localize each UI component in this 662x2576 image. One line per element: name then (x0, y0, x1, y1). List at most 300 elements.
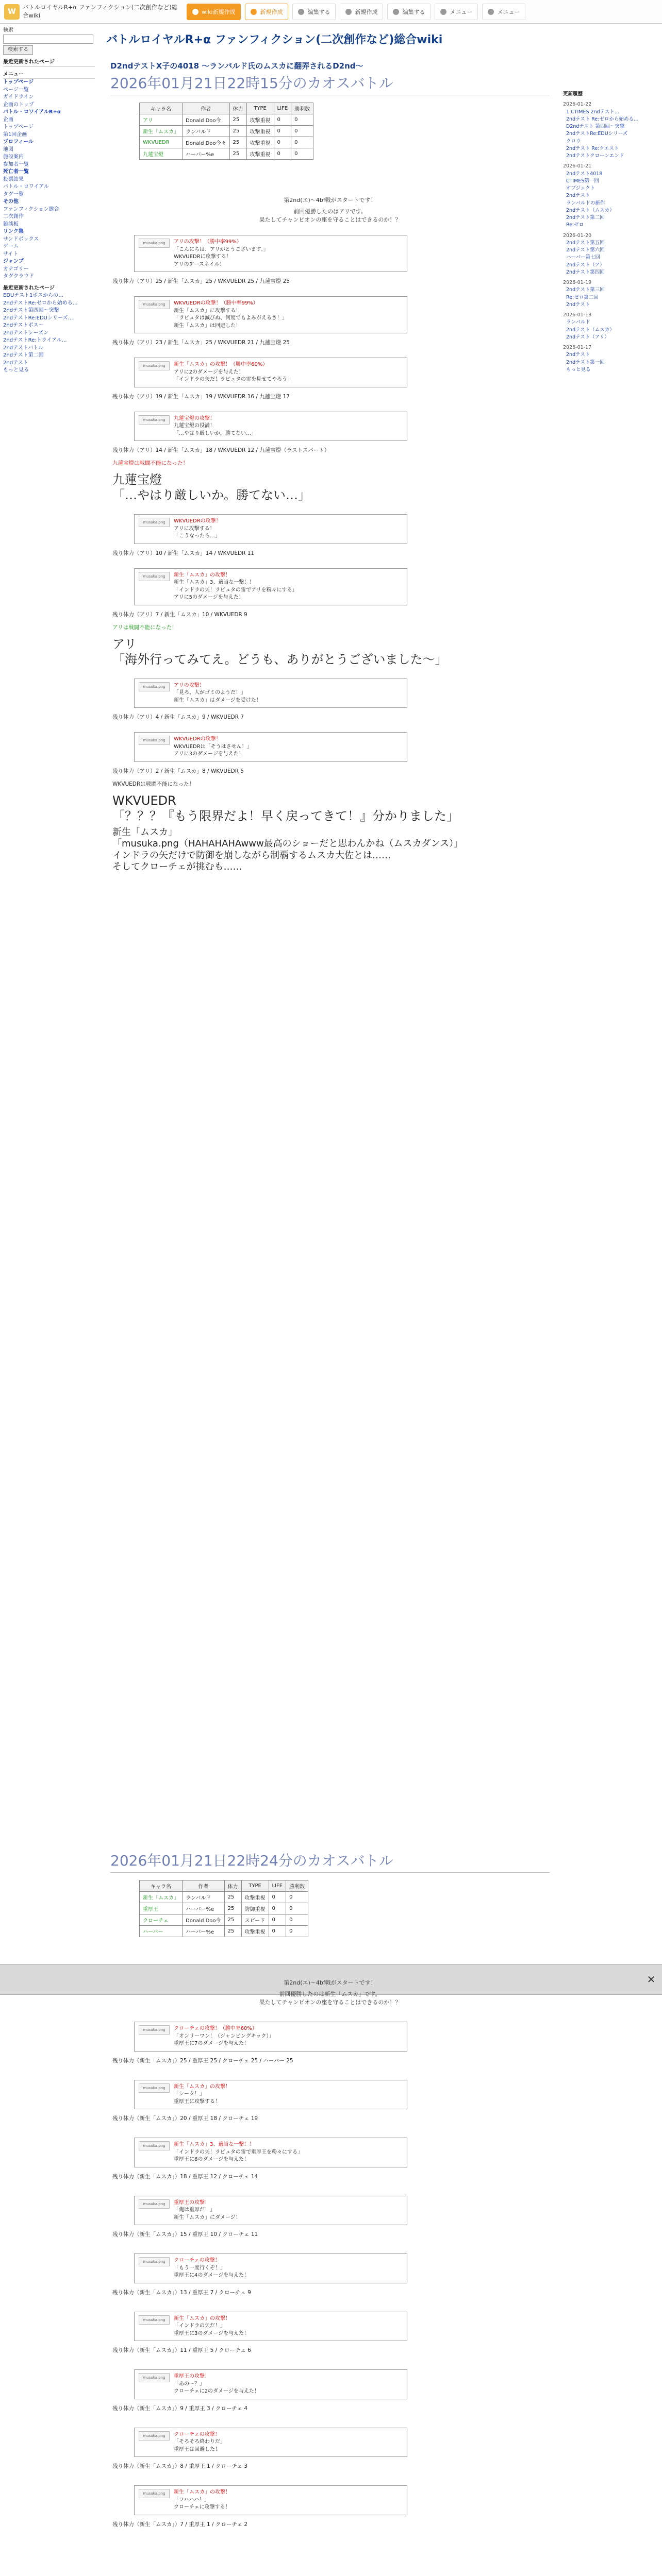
search-label: 検索 (3, 27, 13, 33)
history-link[interactable]: 2ndテスト (566, 352, 590, 358)
sidebar-link[interactable]: 投票結果 (3, 176, 24, 182)
turn-line: 「俺は重厚だ！」 (174, 2207, 215, 2213)
table-cell: 攻撃重視 (246, 114, 274, 126)
remaining-hp-line: 残り体力（新生「ムスカ」）11 / 重厚王 5 / クローチェ 6 (112, 2347, 251, 2353)
turn-line: 重厚王に攻撃する！ (174, 2098, 220, 2105)
table-cell: 0 (269, 1914, 286, 1926)
turn-line: 「…やはり厳しいか。勝てない…」 (174, 430, 256, 436)
turn-lines (174, 682, 261, 705)
table-cell[interactable]: WKVUEDR (140, 137, 183, 148)
turn-lines (174, 2315, 249, 2338)
history-link[interactable]: ハーバー第七回 (566, 255, 601, 261)
section-heading-2: 2026年01月21日22時24分のカオスバトル (110, 1850, 550, 1873)
turn-lines (174, 518, 221, 540)
remaining-hp-line: 残り体力（新生「ムスカ」）8 / 重厚王 1 / クローチェ 3 (112, 2463, 248, 2469)
menu-links (3, 79, 95, 281)
remaining-hp-line: 残り体力（アリ）14 / 新生「ムスカ」18 / WKVUEDR 12 / 九蓮宝燈（ラストスパート） (112, 447, 330, 453)
sidebar-link[interactable]: サイト (3, 251, 19, 257)
turn-line: WKVUEDRの攻撃！（勝中率99%） (174, 300, 258, 306)
history-link[interactable]: 2ndテスト第三回 (566, 287, 605, 293)
menu-button[interactable]: メニュー (435, 4, 478, 20)
recent-link[interactable]: 2ndテストボス〜 (3, 323, 44, 328)
character-avatar-icon: musuka.png (139, 2315, 170, 2325)
turn-box (134, 2022, 407, 2052)
sidebar-link[interactable]: リンク集 (3, 229, 24, 234)
turn-line: 新生「ムスカ」の攻撃！ (174, 2315, 230, 2321)
table-row (140, 1903, 308, 1914)
turn-box (134, 568, 407, 605)
turn-lines (174, 572, 297, 602)
section-heading-1: 2026年01月21日22時15分のカオスバトル (110, 72, 550, 95)
character-avatar-icon: musuka.png (139, 736, 170, 745)
remaining-hp-line: 残り体力（アリ）10 / 新生「ムスカ」14 / WKVUEDR 11 (112, 550, 255, 556)
history-link[interactable]: 2ndテスト Re:クエスト (566, 145, 619, 151)
history-link[interactable]: Re:ゼロ第二回 (566, 294, 599, 300)
remaining-hp-line: 残り体力（新生「ムスカ」）15 / 重厚王 10 / クローチェ 11 (112, 2231, 258, 2238)
turn-line: WKVUEDRは「そうはさせん！」 (174, 743, 252, 750)
turn-box (134, 412, 407, 442)
battle-intro-2: 前回優勝したのはアリです。 果たしてチャンピオンの座を守ることはできるのか！？ (259, 208, 401, 223)
more-link[interactable]: もっと見る (3, 367, 29, 373)
character-avatar-icon: musuka.png (139, 2083, 170, 2093)
edit-button-2[interactable]: 編集する (387, 4, 431, 20)
character-avatar-icon: musuka.png (139, 682, 170, 691)
turn-lines (174, 300, 287, 330)
table-cell: Donald Doo今々 (183, 137, 230, 148)
turn-box (134, 2369, 407, 2399)
table-cell: 攻撃重視 (241, 1892, 269, 1903)
turn-row (139, 2315, 403, 2338)
turn-row (139, 682, 403, 705)
table-cell: 25 (224, 1926, 241, 1937)
sidebar-link[interactable]: 企画 (3, 116, 13, 123)
table-cell: Donald Doo今 (183, 114, 230, 126)
turn-box (134, 2196, 407, 2226)
table-header: 作者 (183, 1880, 225, 1892)
new-page-button[interactable]: 新規作成 (245, 4, 288, 20)
turn-row (139, 2199, 403, 2222)
battle-intro-b2: 第2nd(エ)〜4bf戦がスタートです！ (284, 1979, 376, 1986)
turn-row (139, 2083, 403, 2106)
turn-row (139, 518, 403, 540)
table-row (140, 114, 313, 126)
table-cell: 25 (229, 137, 246, 148)
sidebar-link[interactable]: ジャンプ (3, 259, 24, 264)
turn-line: 新生「ムスカ」の攻撃！（勝中率60%） (174, 362, 268, 367)
top-bar (0, 0, 662, 24)
turn-lines (174, 2431, 225, 2454)
history-date: 2026-01-19 (563, 280, 592, 285)
character-avatar-icon: musuka.png (139, 2489, 170, 2498)
table-cell: Donald Doo今 (183, 1914, 225, 1926)
sidebar-link[interactable]: タグ一覧 (3, 191, 24, 197)
history-link[interactable]: 2ndテスト第六回 (566, 247, 605, 253)
table-cell: 0 (291, 126, 313, 137)
table-header: キャラ名 (140, 1880, 183, 1892)
turn-line: アリに3のダメージを与えた！ (174, 751, 244, 757)
table-cell[interactable]: アリ (140, 114, 183, 126)
turn-line: 新生「ムスカ」の攻撃！ (174, 2489, 230, 2495)
table-cell: ハーバー%e (183, 1926, 225, 1937)
table-header: 体力 (229, 103, 246, 114)
turn-line: アリのアースネイル！ (174, 261, 225, 267)
remaining-hp-line: 残り体力（新生「ムスカ」）9 / 重厚王 3 / クローチェ 4 (112, 2405, 248, 2412)
sidebar-link[interactable]: バトル・ロワイアル (3, 184, 49, 190)
remaining-hp-line: 残り体力（新生「ムスカ」）20 / 重厚王 18 / クローチェ 19 (112, 2115, 258, 2122)
recent-link[interactable]: EDUテスト1ボスからの… (3, 293, 64, 298)
table-cell: 0 (291, 137, 313, 148)
new-page-button-2[interactable]: 新規作成 (340, 4, 383, 20)
turn-row (139, 2257, 403, 2280)
sidebar-link[interactable]: 施設案内 (3, 154, 24, 160)
turn-line: 「こんにちは、アリがとうございます。」 (174, 246, 269, 252)
turn-lines (174, 415, 256, 438)
table-cell: ランバルド (183, 126, 230, 137)
sidebar-link[interactable]: ガイドライン (3, 94, 34, 100)
remaining-hp-line: 残り体力（新生「ムスカ」）13 / 重厚王 7 / クローチェ 9 (112, 2289, 251, 2296)
turn-line: 「インドラの矢だ！」 (174, 2323, 225, 2329)
table-row (140, 1926, 308, 1937)
turn-lines (174, 2373, 259, 2396)
table-cell[interactable]: ハーバー (140, 1926, 183, 1937)
history-link[interactable]: 1 CTIMES 2ndテスト… (566, 109, 620, 115)
remaining-hp-line: 残り体力（アリ）23 / 新生「ムスカ」25 / WKVUEDR 21 / 九蓮宝燈 25 (112, 340, 290, 346)
sidebar-link[interactable]: タグクラウド (3, 274, 34, 279)
history-link[interactable]: 2ndテスト（ムスカ） (566, 207, 615, 213)
history-date: 2026-01-21 (563, 163, 592, 170)
knockout-note: 九蓮宝燈は戦闘不能になった！ (112, 460, 188, 466)
menu-heading: メニュー (3, 71, 95, 79)
knockout-note: アリは戦闘不能になった！ (112, 624, 177, 631)
turn-lines (174, 239, 269, 268)
recent-link[interactable]: 2ndテスト第二回 (3, 352, 44, 358)
recent-link[interactable]: 2ndテストRe:EDUシリーズ… (3, 315, 73, 321)
table-cell: 0 (286, 1914, 308, 1926)
table-cell: 0 (269, 1892, 286, 1903)
turn-line: アリの攻撃！（勝中率99%） (174, 239, 242, 245)
site-name[interactable]: バトルロイヤルR+α ファンフィクション(二次創作など)総合wiki (23, 3, 178, 19)
character-avatar-icon: musuka.png (139, 2199, 170, 2209)
table-row (140, 1914, 308, 1926)
turn-lines (174, 2083, 230, 2106)
turn-line: 新生「ムスカ」の攻撃！ (174, 572, 230, 578)
character-avatar-icon: musuka.png (139, 572, 170, 581)
table-row (140, 148, 313, 160)
battle-log-2 (103, 2022, 557, 2528)
turn-row (139, 415, 403, 438)
left-sidebar (0, 24, 98, 378)
turn-row (139, 239, 403, 268)
history-link[interactable]: 2ndテストクローンエンド (566, 153, 624, 159)
recent-link[interactable]: 2ndテスト第四回〜突撃 (3, 308, 59, 313)
turn-line: 新生「ムスカ」に攻撃する！ (174, 308, 241, 314)
turn-lines (174, 2025, 274, 2048)
turn-box (134, 2080, 407, 2110)
history-date: 2026-01-22 (563, 101, 592, 108)
sidebar-link[interactable]: 死亡者一覧 (3, 169, 29, 175)
turn-line: 「こうなったら…」 (174, 533, 220, 539)
turn-row (139, 736, 403, 758)
page-icon (345, 9, 352, 15)
remaining-hp-line: 残り体力（アリ）2 / 新生「ムスカ」8 / WKVUEDR 5 (112, 768, 244, 774)
table-cell: 25 (224, 1914, 241, 1926)
turn-line: 九蓮宝燈の攻撃！ (174, 415, 215, 421)
history-link[interactable]: CTIMES第一回 (566, 178, 599, 184)
sidebar-link[interactable]: カテゴリー (3, 266, 29, 272)
table-cell: 0 (269, 1903, 286, 1914)
turn-line: 重厚王は回避した！ (174, 2446, 220, 2452)
history-link[interactable]: ランバルドの新作 (566, 200, 605, 206)
table-cell: 攻撃重視 (246, 148, 274, 160)
table-cell: スピード (241, 1914, 269, 1926)
sidebar-link[interactable]: トップページ (3, 79, 34, 85)
history-heading: 更新履歴 (563, 91, 583, 97)
history-link[interactable]: 2ndテスト（アリ） (566, 334, 609, 340)
turn-line: WKVUEDRの攻撃！ (174, 736, 221, 742)
sidebar-link[interactable]: プロフィール (3, 139, 34, 145)
quote-big: WKVUEDR 「？？？『もう限界だよ！早く戻ってきて！』分かりました」 (112, 793, 459, 823)
sidebar-link[interactable]: バトル・ロワイアルR+α (3, 109, 61, 115)
table-cell: 25 (229, 148, 246, 160)
wiki-create-button[interactable]: wiki新規作成 (187, 4, 241, 20)
more-history-link[interactable]: もっと見る (566, 366, 591, 372)
table-header-row (140, 1880, 308, 1892)
history-link[interactable]: 2ndテスト第四回 (566, 269, 605, 275)
history-date: 2026-01-17 (563, 345, 592, 350)
site-logo-icon[interactable]: W (4, 4, 20, 20)
history-groups (563, 101, 659, 366)
table-header: 体力 (224, 1880, 241, 1892)
character-avatar-icon: musuka.png (139, 239, 170, 248)
history-link[interactable]: 2ndテスト（ムスカ） (566, 327, 615, 333)
battle-log-1 (103, 235, 557, 873)
turn-box (134, 2253, 407, 2283)
plus-icon (192, 9, 198, 15)
search-input[interactable] (3, 35, 93, 44)
history-link[interactable]: 2ndテスト4018 (566, 171, 603, 177)
turn-line: 「オンリーワン！（ジャンピングキック）」 (174, 2033, 274, 2039)
turn-line: アリに攻撃する！ (174, 526, 215, 532)
recent-link[interactable]: 2ndテストバトル (3, 345, 44, 351)
turn-line: 重厚王に3のダメージを与えた！ (174, 2330, 250, 2336)
sidebar-link[interactable]: 第1回企画 (3, 131, 27, 138)
quote-big: 九蓮宝燈 「…やはり厳しいか。勝てない…」 (112, 472, 310, 502)
page-title: D2ndテストX子の4018 〜ランバルド氏のムスカに翻弄されるD2nd〜 (110, 61, 363, 71)
turn-row (139, 2373, 403, 2396)
character-avatar-icon: musuka.png (139, 2257, 170, 2266)
menu-button-2[interactable]: メニュー (482, 4, 525, 20)
sidebar-link[interactable]: サンドボックス (3, 236, 39, 242)
character-avatar-icon: musuka.png (139, 300, 170, 309)
turn-line: クローチェに攻撃する！ (174, 2504, 230, 2510)
table-header: TYPE (246, 103, 274, 114)
table-header: 勝利数 (286, 1880, 308, 1892)
turn-box (134, 2485, 407, 2515)
history-date: 2026-01-20 (563, 232, 592, 239)
table-cell[interactable]: 重厚王 (140, 1903, 183, 1914)
turn-line: 「あの〜？」 (174, 2381, 205, 2387)
turn-box (134, 514, 407, 544)
sidebar-link[interactable]: 参加者一覧 (3, 161, 29, 167)
history-link[interactable]: 2ndテスト第二回 (566, 215, 605, 221)
history-link[interactable]: クロウ (566, 138, 581, 144)
turn-box (134, 732, 407, 762)
turn-row (139, 572, 403, 602)
battle-intro-b2-2: 前回優勝したのは新生「ムスカ」です。 果たしてチャンピオンの座を守ることはできるのか！？ (259, 1991, 401, 2006)
main-content-2 (103, 1850, 557, 2533)
table-header: LIFE (274, 103, 291, 114)
table-cell: 25 (224, 1903, 241, 1914)
remaining-hp-line: 残り体力（アリ）7 / 新生「ムスカ」10 / WKVUEDR 9 (112, 611, 247, 618)
table-cell: 0 (286, 1892, 308, 1903)
table-cell: 0 (286, 1903, 308, 1914)
turn-line: 新生「ムスカ」は回避した！ (174, 323, 241, 329)
sidebar-link[interactable]: トップページ (3, 124, 34, 130)
turn-row (139, 2025, 403, 2048)
menu-icon (488, 9, 494, 15)
right-sidebar (563, 88, 659, 374)
table-cell: 0 (274, 126, 291, 137)
turn-row (139, 2141, 403, 2164)
history-link[interactable]: 2ndテスト (566, 301, 590, 308)
turn-lines (174, 2257, 249, 2280)
history-link[interactable]: 2ndテストRe:EDUシリーズ (566, 131, 628, 137)
sidebar-link[interactable]: 雑談板 (3, 221, 19, 227)
turn-box (134, 235, 407, 272)
turn-line: 「フハハハ！」 (174, 2497, 210, 2503)
table-cell: ランバルド (183, 1892, 225, 1903)
turn-line: クローチェの攻撃！ (174, 2258, 220, 2263)
table-cell[interactable]: 新生「ムスカ」 (140, 1892, 183, 1903)
search-button[interactable]: 検索する (3, 45, 33, 55)
pencil-icon (298, 9, 304, 15)
table-header: LIFE (269, 1880, 286, 1892)
turn-box (134, 2428, 407, 2458)
table-cell[interactable]: クローチェ (140, 1914, 183, 1926)
quote-big: アリ 「海外行ってみてえ。どうも、ありがとうございました〜」 (112, 636, 448, 667)
table-cell: 防御重視 (241, 1903, 269, 1914)
turn-box (134, 679, 407, 708)
character-avatar-icon: musuka.png (139, 2431, 170, 2441)
sidebar-link[interactable]: ゲーム (3, 244, 19, 249)
table-cell: ハーバー%e (183, 1903, 225, 1914)
sidebar-link[interactable]: ページ一覧 (3, 87, 29, 93)
recent-link[interactable]: 2ndテストRe:トライアル… (3, 337, 67, 343)
table-row (140, 126, 313, 137)
table-header: 作者 (183, 103, 230, 114)
turn-line: 「ラピュタは滅びぬ、何度でもよみがえるさ！」 (174, 315, 287, 321)
character-avatar-icon: musuka.png (139, 518, 170, 527)
history-link[interactable]: 2ndテスト第五回 (566, 240, 605, 246)
remaining-hp-line: 残り体力（新生「ムスカ」）18 / 重厚王 12 / クローチェ 14 (112, 2173, 258, 2180)
battle-intro: 第2nd(エ)〜4bf戦がスタートです！ (284, 197, 376, 204)
sidebar-link[interactable]: その他 (3, 199, 19, 205)
character-avatar-icon: musuka.png (139, 2373, 170, 2382)
table-cell: 攻撃重視 (246, 126, 274, 137)
history-link[interactable]: D2ndテスト 第四回〜突撃 (566, 124, 625, 129)
remaining-hp-line: 残り体力（アリ）4 / 新生「ムスカ」9 / WKVUEDR 7 (112, 714, 244, 720)
turn-box (134, 358, 407, 387)
recent-link[interactable]: 2ndテスト (3, 360, 28, 366)
table-row (140, 1892, 308, 1903)
table-cell: 0 (286, 1926, 308, 1937)
table-cell: 25 (229, 114, 246, 126)
table-cell: 攻撃重視 (241, 1926, 269, 1937)
turn-line: 「そろそろ終わりだ」 (174, 2439, 225, 2445)
table-header-row (140, 103, 313, 114)
history-link[interactable]: 2ndテスト (566, 193, 590, 199)
pencil-icon (393, 9, 399, 15)
table-cell[interactable]: 九蓮宝燈 (140, 148, 183, 160)
edit-button[interactable]: 編集する (292, 4, 336, 20)
character-avatar-icon: musuka.png (139, 415, 170, 425)
turn-line: 「見ろ、人がゴミのようだ！」 (174, 690, 246, 696)
table-header: 勝利数 (291, 103, 313, 114)
turn-row (139, 300, 403, 330)
sidebar-link[interactable]: ファンフィクション総合 (3, 206, 59, 212)
recent-link[interactable]: 2ndテストシーズン (3, 330, 49, 336)
history-date: 2026-01-18 (563, 312, 592, 318)
recent-link[interactable]: 2ndテストRe:ゼロから始める… (3, 300, 78, 306)
history-link[interactable]: ランバルド (566, 319, 590, 326)
table-cell: ハーバー%e (183, 148, 230, 160)
table-cell[interactable]: 新生「ムスカ」 (140, 126, 183, 137)
turn-line: 新生「ムスカ」の攻撃！ (174, 2083, 230, 2090)
history-link[interactable]: 2ndテスト（ア） (566, 262, 605, 268)
turn-line: クローチェに2のダメージを与えた！ (174, 2388, 259, 2394)
turn-line: アリの攻撃！ (174, 682, 205, 688)
sidebar-link[interactable]: 地図 (3, 146, 13, 152)
menu-icon (440, 9, 446, 15)
turn-line: クローチェの攻撃！（勝中率60%） (174, 2026, 257, 2031)
turn-lines (174, 2489, 230, 2512)
turn-line: アリに2のダメージを与えた！ (174, 369, 244, 375)
table-cell: 0 (274, 137, 291, 148)
turn-line: 新生「ムスカ」はダメージを受けた！ (174, 697, 261, 703)
close-icon[interactable]: ✕ (647, 1973, 656, 1986)
turn-line: 「インドラの矢！ラピュタの雷で重厚王を粉々にする」 (174, 2149, 303, 2155)
turn-line: 新生「ムスカ」3、適当な一撃！！ (174, 2142, 255, 2147)
turn-box (134, 2138, 407, 2167)
history-link[interactable]: 2ndテスト第一回 (566, 359, 605, 365)
remaining-hp-line: 残り体力（アリ）19 / 新生「ムスカ」19 / WKVUEDR 16 / 九蓮宝燈 17 (112, 393, 290, 400)
recent-heading-2: 最近更新されたページ (3, 285, 55, 291)
turn-row (139, 2431, 403, 2454)
table-cell: 0 (274, 114, 291, 126)
turn-box (134, 296, 407, 333)
table-cell: 0 (291, 148, 313, 160)
turn-line: 「シータ！」 (174, 2091, 205, 2097)
knockout-note: WKVUEDRは戦闘不能になった！ (112, 781, 195, 787)
turn-line: WKVUEDRに攻撃する！ (174, 254, 231, 260)
quote-big: 新生「ムスカ」 「musuka.png（HAHAHAHAwww最高のショーだと思わんかね（ムスカダンス）」 インドラの矢だけで防御を崩しながら制覇するムスカ大佐とは…… そしてクローチェが挑むも…… (112, 826, 463, 872)
history-link[interactable]: オブジェクト (566, 185, 595, 191)
wiki-title[interactable]: バトルロイヤルR+α ファンフィクション(二次創作など)総合wiki (106, 33, 443, 46)
turn-row (139, 2489, 403, 2512)
table-cell: 0 (274, 148, 291, 160)
sidebar-link[interactable]: 企画のトップ (3, 101, 34, 108)
sidebar-link[interactable]: 二次創作 (3, 214, 24, 219)
turn-line: アリに5のダメージを与えた！ (174, 595, 244, 600)
history-link[interactable]: Re:ゼロ (566, 222, 584, 228)
turn-line: WKVUEDRの攻撃！ (174, 518, 221, 524)
table-cell: 攻撃重視 (246, 137, 274, 148)
remaining-hp-line: 残り体力（新生「ムスカ」）25 / 重厚王 25 / クローチェ 25 / ハーバー 25 (112, 2057, 293, 2064)
history-link[interactable]: 2ndテスト Re:ゼロから始める… (566, 116, 639, 122)
character-avatar-icon: musuka.png (139, 2025, 170, 2035)
table-header: TYPE (241, 1880, 269, 1892)
turn-line: 「インドラの矢！ラピュタの雷でアリを粉々にする」 (174, 587, 297, 593)
